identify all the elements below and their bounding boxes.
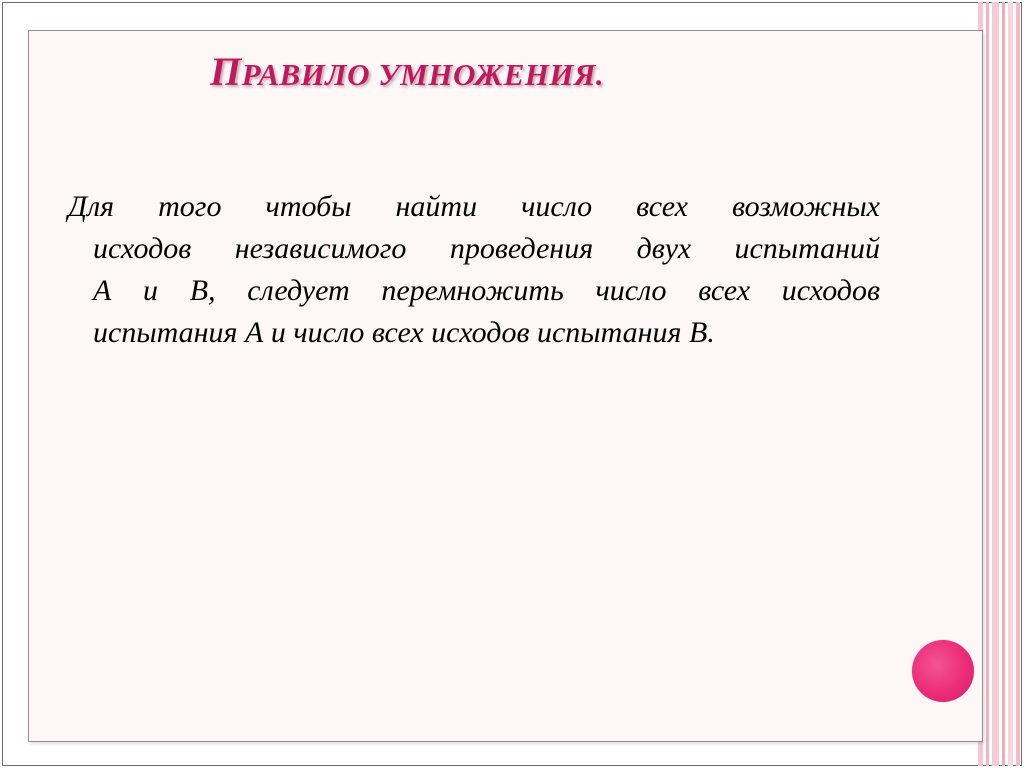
slide-title	[210, 42, 810, 105]
decorative-circle	[912, 640, 974, 702]
content-panel	[28, 30, 983, 742]
stripe	[986, 2, 989, 766]
paragraph-line-2: исходов независимого проведения двух испытаний	[93, 232, 880, 265]
rule-paragraph	[68, 186, 880, 354]
decorative-stripes	[978, 2, 1022, 766]
paragraph-line-4: испытания А и число всех исходов испытания В.	[93, 316, 715, 349]
stripe	[992, 2, 999, 766]
stripe	[1008, 2, 1013, 766]
paragraph-line-3: А и В, следует перемножить число всех исходов	[93, 274, 880, 307]
title-first-letter: П	[210, 49, 242, 94]
title-rest: РАВИЛО УМНОЖЕНИЯ.	[241, 57, 605, 92]
stripe	[1016, 2, 1020, 766]
paragraph-line-1: Для того чтобы найти число всех возможных	[68, 190, 880, 223]
stripe	[1002, 2, 1005, 766]
